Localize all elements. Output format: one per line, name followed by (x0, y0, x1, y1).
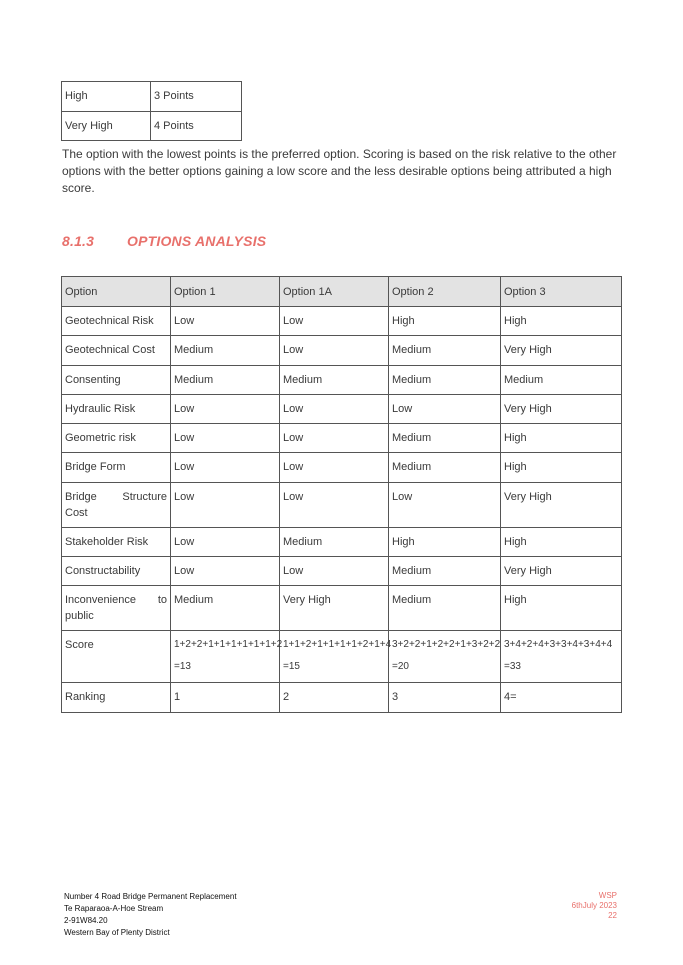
table-cell: High (501, 586, 622, 631)
score-sum: 3+4+2+4+3+3+4+3+4+4 (504, 639, 613, 651)
table-cell: Medium (389, 586, 501, 631)
table-cell: Low (171, 453, 280, 482)
score-cell (501, 631, 622, 683)
table-cell: High (501, 424, 622, 453)
table-cell: Medium (389, 365, 501, 394)
table-cell: High (389, 307, 501, 336)
table-cell: Low (171, 557, 280, 586)
table-cell: Very High (280, 586, 389, 631)
row-label: Consenting (62, 365, 171, 394)
table-cell: High (501, 453, 622, 482)
score-total: =15 (283, 661, 300, 673)
table-cell: Very High (501, 482, 622, 527)
table-cell: High (501, 307, 622, 336)
table-cell: Medium (389, 453, 501, 482)
table-cell: Low (171, 394, 280, 423)
table-row (62, 365, 622, 394)
table-header-row (62, 277, 622, 307)
table-cell: Medium (280, 527, 389, 556)
table-cell: Low (389, 482, 501, 527)
table-row (62, 453, 622, 482)
footer-company-info (572, 891, 617, 921)
table-row (62, 527, 622, 556)
table-cell: Low (171, 307, 280, 336)
table-cell: Low (389, 394, 501, 423)
row-label-line: Inconvenience to (65, 594, 167, 607)
footer-district: Western Bay of Plenty District (64, 928, 170, 937)
column-header-option-1: Option 1 (171, 277, 280, 307)
table-cell: High (501, 527, 622, 556)
table-cell: Low (280, 557, 389, 586)
table-cell: Low (280, 482, 389, 527)
ranking-cell: 2 (280, 683, 389, 712)
row-label (62, 482, 171, 527)
table-cell: Medium (280, 365, 389, 394)
row-label: Hydraulic Risk (62, 394, 171, 423)
scoring-key-table (61, 81, 242, 141)
scoring-key-row (62, 111, 242, 141)
ranking-cell: 1 (171, 683, 280, 712)
row-label: Score (62, 631, 171, 683)
column-header-option-2: Option 2 (389, 277, 501, 307)
table-cell: Medium (389, 336, 501, 365)
table-cell: Medium (389, 557, 501, 586)
table-cell: Very High (501, 336, 622, 365)
score-sum: 1+1+2+1+1+1+1+2+1+4 (283, 639, 392, 651)
row-label: Bridge Form (62, 453, 171, 482)
ranking-row (62, 683, 622, 712)
score-cell (280, 631, 392, 683)
footer-project-number: 2-91W84.20 (64, 916, 108, 925)
table-cell: Medium (171, 586, 280, 631)
row-label: Stakeholder Risk (62, 527, 171, 556)
score-cell (389, 631, 501, 683)
scoring-explanation-paragraph: The option with the lowest points is the preferred option. Scoring is based on the risk relative to the other options with the better options gaining a low score and the less desirable options being attributed a high score. (62, 147, 617, 195)
scoring-key-level: Very High (62, 111, 151, 141)
table-row (62, 586, 622, 631)
table-cell: Low (171, 424, 280, 453)
table-row (62, 394, 622, 423)
ranking-cell: 3 (389, 683, 501, 712)
scoring-key-points: 3 Points (151, 82, 242, 112)
row-label: Geometric risk (62, 424, 171, 453)
score-sum: 3+2+2+1+2+2+1+3+2+2 (392, 639, 501, 651)
table-row (62, 557, 622, 586)
row-label-line: Bridge Structure (65, 490, 167, 503)
score-total: =33 (504, 661, 521, 673)
table-cell: Medium (501, 365, 622, 394)
table-cell: Low (280, 453, 389, 482)
footer-project-info (64, 891, 237, 939)
table-row (62, 336, 622, 365)
score-sum: 1+2+2+1+1+1+1+1+1+2 (174, 639, 283, 651)
table-cell: Low (280, 336, 389, 365)
footer-project-title: Number 4 Road Bridge Permanent Replacement (64, 892, 237, 901)
table-cell: High (389, 527, 501, 556)
table-cell: Low (280, 307, 389, 336)
table-cell: Medium (171, 336, 280, 365)
row-label: Ranking (62, 683, 171, 712)
column-header-option-3: Option 3 (501, 277, 622, 307)
table-row (62, 482, 622, 527)
table-row (62, 307, 622, 336)
row-label-line: Cost (65, 506, 88, 519)
footer-date: 6thJuly 2023 (571, 901, 617, 910)
scoring-key-row (62, 82, 242, 112)
row-label: Geotechnical Risk (62, 307, 171, 336)
ranking-cell: 4= (501, 683, 622, 712)
scoring-key-level: High (62, 82, 151, 112)
table-cell: Medium (389, 424, 501, 453)
footer-company: WSP (598, 891, 617, 900)
row-label-line: public (65, 610, 94, 623)
column-header-option: Option (62, 277, 171, 307)
score-total: =13 (174, 661, 191, 673)
row-label: Constructability (62, 557, 171, 586)
page-number: 22 (608, 911, 617, 920)
column-header-option-1a: Option 1A (280, 277, 389, 307)
options-analysis-table (61, 276, 622, 713)
table-cell: Low (171, 527, 280, 556)
score-cell (171, 631, 283, 683)
score-total: =20 (392, 661, 409, 673)
row-label: Geotechnical Cost (62, 336, 171, 365)
table-row (62, 424, 622, 453)
section-number: 8.1.3 (62, 233, 95, 249)
row-label (62, 586, 171, 631)
scoring-key-points: 4 Points (151, 111, 242, 141)
table-cell: Medium (171, 365, 280, 394)
section-title: OPTIONS ANALYSIS (127, 233, 267, 249)
table-cell: Low (280, 394, 389, 423)
section-heading (62, 233, 266, 249)
table-cell: Very High (501, 557, 622, 586)
footer-location: Te Raparaoa-A-Hoe Stream (64, 904, 164, 913)
table-cell: Very High (501, 394, 622, 423)
score-row (62, 631, 622, 683)
table-cell: Low (280, 424, 389, 453)
table-cell: Low (171, 482, 280, 527)
